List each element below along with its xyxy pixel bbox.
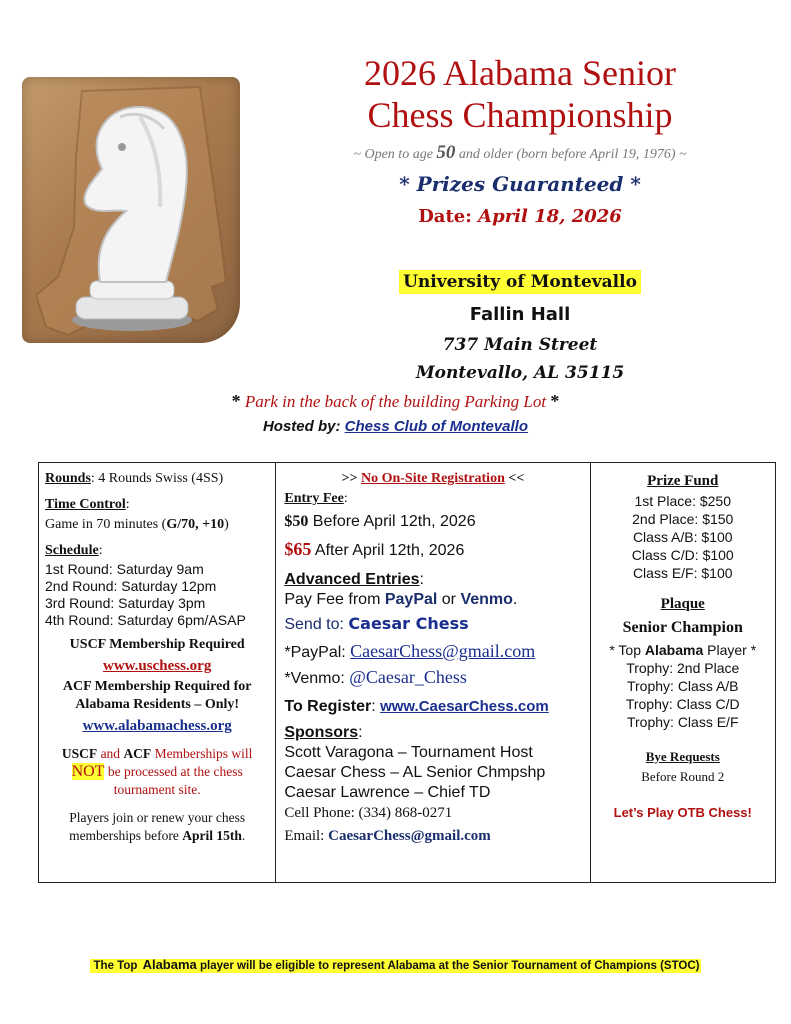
trophy-item: Trophy: 2nd Place: [626, 660, 740, 676]
rounds-label: Rounds: [45, 471, 91, 486]
fee1-text: Before April 12th, 2026: [308, 513, 476, 530]
renew-date: April 15th: [182, 828, 242, 843]
top-alabama-player: [597, 641, 770, 659]
title-line-1: 2026 Alabama Senior: [364, 53, 676, 93]
subtitle-age: 50: [436, 142, 456, 163]
sponsor-item: Caesar Lawrence – Chief TD: [284, 784, 491, 801]
time-value-post: ): [224, 517, 229, 532]
date-label: Date:: [418, 206, 479, 227]
city-address: Montevallo, AL 35115: [415, 363, 625, 383]
trophy-item: Trophy: Class E/F: [626, 714, 739, 730]
note-rest-1: Memberships will: [151, 746, 253, 761]
street-address: 737 Main Street: [442, 335, 598, 355]
register-label: To Register: [284, 698, 372, 715]
no-onsite-pre: >>: [341, 471, 361, 486]
renew-end: .: [241, 828, 246, 843]
park-star: *: [231, 391, 241, 411]
register-colon: :: [371, 698, 381, 715]
register-link[interactable]: www.CaesarChess.com: [380, 698, 549, 715]
schedule-item: 2nd Round: Saturday 12pm: [45, 578, 217, 594]
top-bold: Alabama: [644, 642, 704, 658]
schedule-colon: :: [98, 543, 103, 558]
note-not: NOT: [71, 763, 105, 780]
schedule-item: 1st Round: Saturday 9am: [45, 561, 204, 577]
footer-note: [0, 956, 791, 974]
info-table: [38, 462, 776, 883]
alabamachess-link[interactable]: www.alabamachess.org: [82, 718, 232, 734]
note-uscf: USCF: [61, 746, 98, 761]
renew-note: [45, 809, 269, 845]
header: [250, 52, 790, 227]
sponsors-label: Sponsors: [284, 724, 359, 741]
park-text: Park in the back of the building Parking Lot: [240, 392, 551, 411]
fee2-amount: $65: [284, 539, 312, 559]
pay-line: [284, 590, 581, 610]
advanced-entries-label: Advanced Entries: [284, 571, 420, 588]
title-line-2: Chess Championship: [367, 95, 673, 135]
schedule-label: Schedule: [45, 543, 99, 558]
note-and: and: [97, 746, 124, 761]
uscf-requirement: USCF Membership Required: [69, 637, 245, 652]
trophy-item: Trophy: Class C/D: [625, 696, 740, 712]
membership-note: [45, 745, 269, 799]
renew-1: Players join or renew your chess: [69, 810, 246, 825]
otb-slogan: Let’s Play OTB Chess!: [613, 805, 752, 820]
sponsors-colon: :: [358, 724, 363, 741]
schedule-item: 3rd Round: Saturday 3pm: [45, 595, 206, 611]
eligibility-subtitle: [250, 142, 790, 164]
senior-champion: Senior Champion: [622, 619, 743, 636]
register-line: [284, 697, 581, 717]
sponsor-item: Caesar Chess – AL Senior Chmpshp: [284, 764, 546, 781]
event-date: [250, 206, 790, 227]
pay-venmo: Venmo: [460, 591, 513, 608]
uschess-link[interactable]: www.uschess.org: [103, 658, 212, 674]
no-onsite-text: No On-Site Registration: [360, 471, 505, 486]
schedule-item: 4th Round: Saturday 6pm/ASAP: [45, 612, 246, 628]
pay-pre: Pay Fee from: [284, 591, 385, 608]
schedule-list: [45, 561, 269, 629]
email-value: CaesarChess@gmail.com: [328, 828, 491, 844]
prizes-column: [591, 463, 776, 882]
footer-post: player will be eligible to represent Alabama at the Senior Tournament of Champions (STOC): [196, 960, 700, 972]
hosted-label: Hosted by:: [262, 418, 345, 435]
venmo-line: [284, 667, 581, 689]
note-rest-2: be processed at the chess: [104, 764, 243, 779]
send-label: Send to:: [284, 616, 349, 633]
top-pre: * Top: [609, 642, 645, 658]
hall-name: Fallin Hall: [469, 304, 571, 325]
prize-item: Class A/B: $100: [632, 529, 733, 545]
chess-knight-icon: [22, 77, 240, 343]
renew-2: memberships before: [69, 828, 183, 843]
time-value-bold: G/70, +10: [166, 517, 225, 532]
paypal-email-link[interactable]: CaesarChess@gmail.com: [350, 641, 536, 661]
hosted-link[interactable]: Chess Club of Montevallo: [344, 418, 529, 435]
fee-before: [284, 513, 581, 531]
prize-item: 2nd Place: $150: [632, 511, 734, 527]
paypal-line: [284, 641, 581, 663]
pay-or: or: [437, 591, 461, 608]
date-value: April 18, 2026: [478, 206, 622, 227]
trophy-item: Trophy: Class A/B: [626, 678, 739, 694]
footer-pre: The Top: [93, 960, 141, 972]
note-acf: ACF: [123, 746, 152, 761]
footer-bold: Alabama: [142, 957, 197, 972]
bye-requests-text: Before Round 2: [641, 769, 725, 784]
footer-highlight: [90, 959, 702, 973]
send-name: Caesar Chess: [348, 614, 469, 633]
prize-fund-title: Prize Fund: [647, 473, 719, 489]
fee1-amount: $50: [284, 513, 309, 530]
time-control-label: Time Control: [45, 497, 126, 512]
sponsor-item: Scott Varagona – Tournament Host: [284, 744, 533, 761]
pay-end: .: [512, 591, 518, 608]
no-onsite-post: <<: [504, 471, 525, 486]
prizes-guaranteed: * Prizes Guaranteed *: [399, 172, 641, 196]
fee-after: [284, 539, 581, 560]
time-colon: :: [125, 497, 130, 512]
bye-requests-title: Bye Requests: [645, 749, 720, 764]
top-post: Player *: [703, 642, 757, 658]
registration-column: [276, 463, 590, 882]
fee2-text: After April 12th, 2026: [311, 542, 465, 559]
prize-item: 1st Place: $250: [634, 493, 731, 509]
rounds-value: : 4 Rounds Swiss (4SS): [90, 471, 224, 486]
paypal-label: *PayPal:: [284, 644, 351, 661]
plaque-title: Plaque: [660, 596, 705, 612]
pay-paypal: PayPal: [384, 591, 438, 608]
acf-requirement-2: Alabama Residents – Only!: [75, 697, 240, 712]
acf-requirement-1: ACF Membership Required for: [62, 679, 252, 694]
subtitle-post: and older (born before April 19, 1976) ~: [455, 147, 687, 162]
park-star-2: *: [550, 391, 560, 411]
email-line: [284, 828, 581, 845]
entry-colon: :: [343, 491, 348, 506]
venmo-label: *Venmo:: [284, 670, 350, 687]
subtitle-pre: ~ Open to age: [353, 147, 437, 162]
chess-knight-logo: [22, 77, 240, 343]
note-rest-3: tournament site.: [113, 782, 201, 797]
entry-fee-label: Entry Fee: [284, 491, 344, 506]
send-to: [284, 614, 581, 635]
university-name: University of Montevallo: [399, 270, 641, 294]
cell-phone: Cell Phone: (334) 868-0271: [284, 805, 453, 821]
venmo-handle: @Caesar_Chess: [349, 667, 467, 687]
time-value-pre: Game in 70 minutes (: [45, 517, 167, 532]
adv-colon: :: [419, 571, 424, 588]
no-onsite-banner: [284, 471, 581, 487]
venue: [250, 270, 790, 383]
hosted-by: [0, 418, 791, 435]
parking-note: [0, 391, 791, 412]
email-label: Email:: [284, 828, 329, 844]
prize-item: Class C/D: $100: [631, 547, 734, 563]
prize-item: Class E/F: $100: [632, 565, 733, 581]
details-column: [39, 463, 276, 882]
